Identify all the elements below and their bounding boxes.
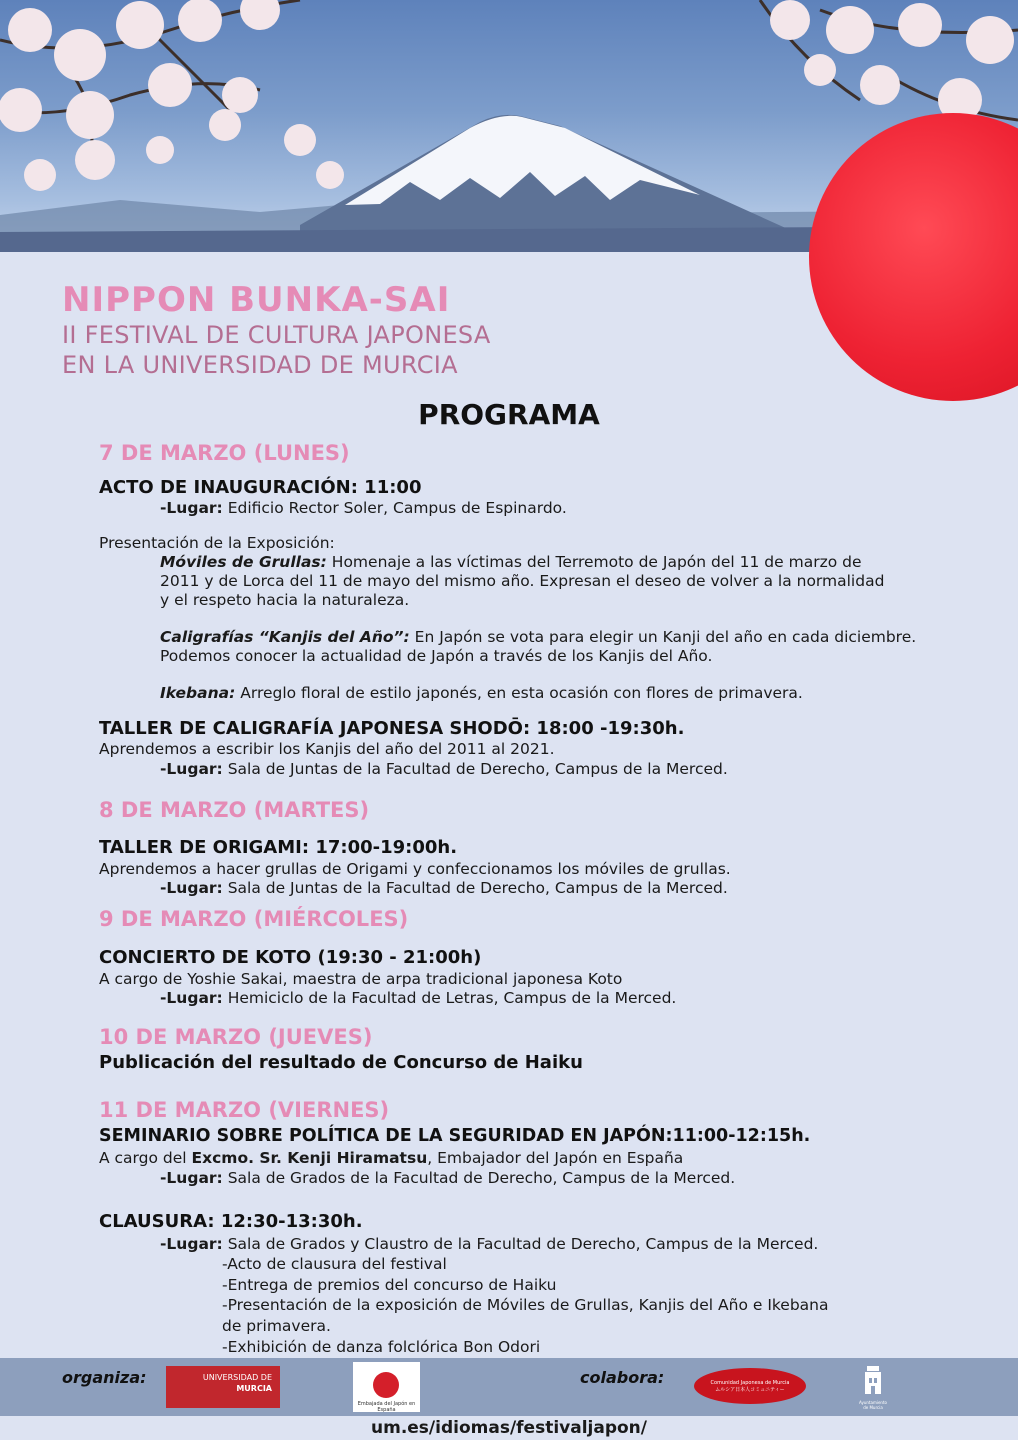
inauguracion-lugar: -Lugar: Edificio Rector Soler, Campus de Espinardo. — [160, 499, 567, 517]
event-seminario: SEMINARIO SOBRE POLÍTICA DE LA SEGURIDAD EN JAPÓN:11:00-12:15h. — [99, 1126, 811, 1146]
clausura-lugar: -Lugar: Sala de Grados y Claustro de la Facultad de Derecho, Campus de la Merced. — [160, 1235, 819, 1253]
murcia-coat-of-arms-icon — [858, 1362, 888, 1400]
day-heading-7-marzo: 7 DE MARZO (LUNES) — [99, 441, 350, 465]
ikebana-line: Ikebana: Arreglo floral de estilo japonés, en esta ocasión con flores de primavera. — [160, 684, 803, 702]
caligrafias-line-2: Podemos conocer la actualidad de Japón a través de los Kanjis del Año. — [160, 647, 713, 665]
event-taller-caligrafia: TALLER DE CALIGRAFÍA JAPONESA SHODŌ: 18:00 -19:30h. — [99, 718, 685, 739]
cjm-logo-line-2: ムルシア日本人コミュニティー — [715, 1387, 785, 1393]
exposicion-intro: Presentación de la Exposición: — [99, 534, 335, 552]
colabora-label: colabora: — [580, 1368, 665, 1387]
festival-subtitle-line-2: EN LA UNIVERSIDAD DE MURCIA — [62, 351, 458, 379]
clausura-item: -Acto de clausura del festival — [222, 1255, 447, 1273]
taller-caligrafia-lugar: -Lugar: Sala de Juntas de la Facultad de Derecho, Campus de la Merced. — [160, 760, 728, 778]
event-taller-origami: TALLER DE ORIGAMI: 17:00-19:00h. — [99, 837, 458, 858]
clausura-item: -Entrega de premios del concurso de Haiku — [222, 1276, 557, 1294]
programa-heading: PROGRAMA — [418, 398, 600, 431]
day-heading-11-marzo: 11 DE MARZO (VIERNES) — [99, 1098, 390, 1122]
taller-caligrafia-desc: Aprendemos a escribir los Kanjis del año del 2011 al 2021. — [99, 740, 555, 758]
embajada-japon-logo — [353, 1362, 420, 1412]
comunidad-japonesa-murcia-logo — [694, 1368, 806, 1404]
clausura-item: -Presentación de la exposición de Móviles de Grullas, Kanjis del Año e Ikebana — [222, 1296, 829, 1314]
cjm-logo-line-1: Comunidad Japonesa de Murcia — [710, 1380, 790, 1386]
ayuntamiento-murcia-logo — [858, 1362, 888, 1410]
event-concierto-koto: CONCIERTO DE KOTO (19:30 - 21:00h) — [99, 947, 482, 968]
title-block — [62, 280, 491, 380]
organiza-label: organiza: — [62, 1368, 147, 1387]
seminario-lugar: -Lugar: Sala de Grados de la Facultad de Derecho, Campus de la Merced. — [160, 1169, 736, 1187]
festival-subtitle-line-1: II FESTIVAL DE CULTURA JAPONESA — [62, 321, 491, 349]
ayto-caption-line-1: Ayuntamiento — [859, 1400, 887, 1405]
day-heading-10-marzo: 10 DE MARZO (JUEVES) — [99, 1025, 373, 1049]
seminario-desc: A cargo del Excmo. Sr. Kenji Hiramatsu, Embajador del Japón en España — [99, 1149, 684, 1167]
moviles-line-3: y el respeto hacia la naturaleza. — [160, 591, 410, 609]
event-publicacion-haiku: Publicación del resultado de Concurso de Haiku — [99, 1052, 583, 1073]
clausura-item: -Exhibición de danza folclórica Bon Odori — [222, 1338, 541, 1356]
taller-origami-desc: Aprendemos a hacer grullas de Origami y confeccionamos los móviles de grullas. — [99, 860, 731, 878]
concierto-lugar: -Lugar: Hemiciclo de la Facultad de Letras, Campus de la Merced. — [160, 989, 677, 1007]
moviles-line-1: Móviles de Grullas: Homenaje a las víctimas del Terremoto de Japón del 11 de marzo de — [160, 553, 862, 571]
embajada-caption: Embajada del Japón en España — [357, 1401, 416, 1413]
taller-origami-lugar: -Lugar: Sala de Juntas de la Facultad de Derecho, Campus de la Merced. — [160, 879, 728, 897]
event-inauguracion: ACTO DE INAUGURACIÓN: 11:00 — [99, 477, 422, 498]
festival-url-link[interactable]: um.es/idiomas/festivaljapon/ — [0, 1416, 1018, 1440]
festival-title: NIPPON BUNKA-SAI — [62, 280, 451, 320]
event-clausura: CLAUSURA: 12:30-13:30h. — [99, 1211, 363, 1232]
japan-flag-icon — [373, 1372, 399, 1398]
um-logo-line-1: UNIVERSIDAD DE — [202, 1373, 272, 1382]
day-heading-9-marzo: 9 DE MARZO (MIÉRCOLES) — [99, 907, 409, 931]
concierto-desc: A cargo de Yoshie Sakai, maestra de arpa tradicional japonesa Koto — [99, 970, 623, 988]
day-heading-8-marzo: 8 DE MARZO (MARTES) — [99, 798, 370, 822]
um-logo-line-2: MURCIA — [236, 1384, 272, 1393]
moviles-line-2: 2011 y de Lorca del 11 de mayo del mismo año. Expresan el deseo de volver a la normalidad — [160, 572, 885, 590]
clausura-item: de primavera. — [222, 1317, 331, 1335]
ayto-caption-line-2: de Murcia — [863, 1405, 883, 1410]
ayto-caption — [854, 1400, 892, 1410]
universidad-murcia-logo — [166, 1366, 280, 1408]
caligrafias-line-1: Caligrafías “Kanjis del Año”: En Japón se vota para elegir un Kanji del año en cada diciembre. — [160, 628, 917, 646]
